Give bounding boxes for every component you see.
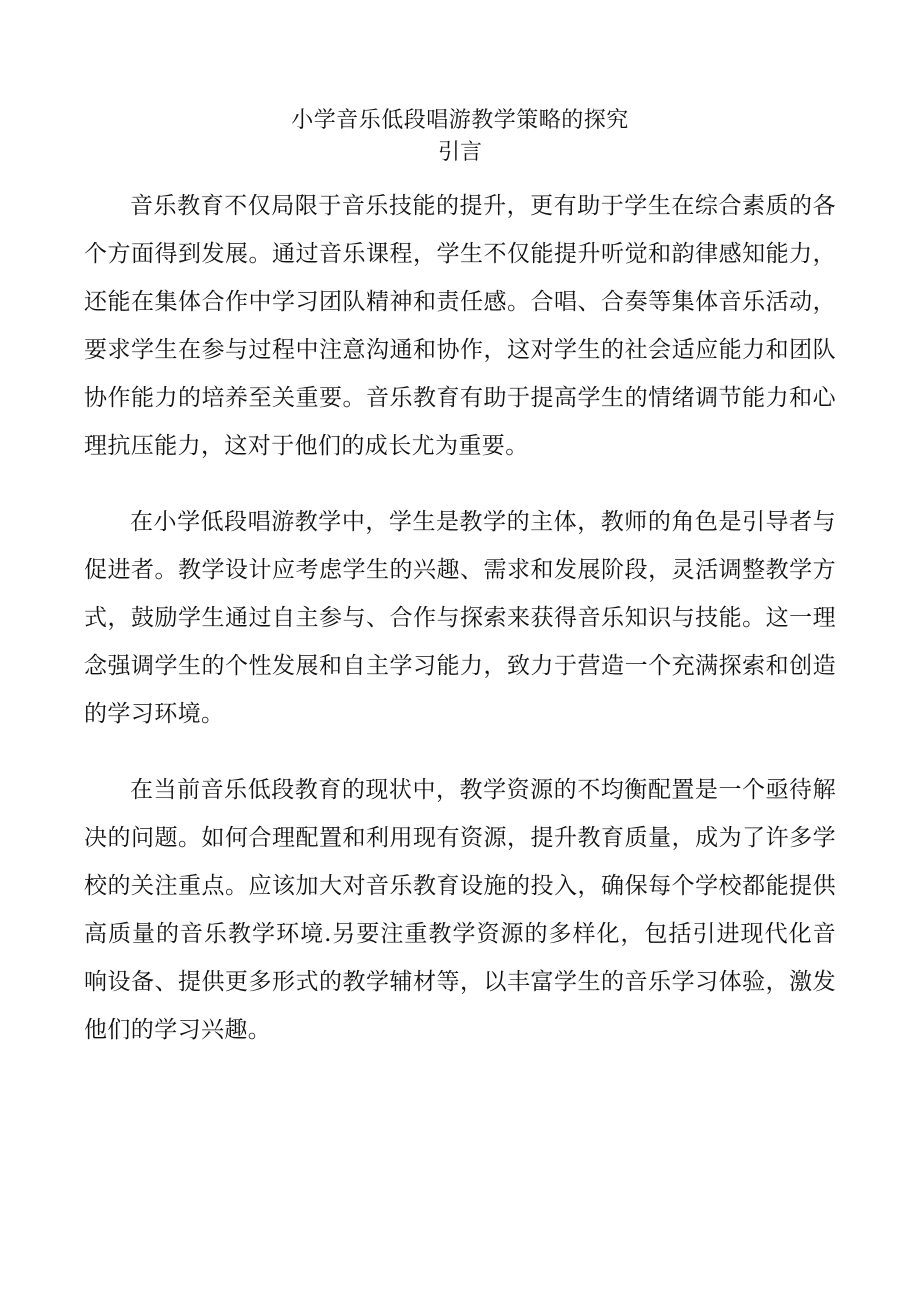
paragraph-2: 在小学低段唱游教学中，学生是教学的主体，教师的角色是引导者与促进者。教学设计应考虑学生的兴趣、需求和发展阶段，灵活调整教学方式，鼓励学生通过自主参与、合作与探索来获得音乐知识与技能。这一理念强调学生的个性发展和自主学习能力，致力于营造一个充满探索和创造的学习环境。 bbox=[84, 509, 836, 727]
paragraph-3: 在当前音乐低段教育的现状中，教学资源的不均衡配置是一个亟待解决的问题。如何合理配置和利用现有资源，提升教育质量，成为了许多学校的关注重点。应该加大对音乐教育设施的投入，确保每个学校都能提供高质量的音乐教学环境.另要注重教学资源的多样化，包括引进现代化音响设备、提供更多形式的教学辅材等，以丰富学生的音乐学习体验，激发他们的学习兴趣。 bbox=[84, 777, 836, 1043]
title-block bbox=[0, 104, 920, 168]
document-body bbox=[84, 182, 836, 1082]
paragraph-1: 音乐教育不仅局限于音乐技能的提升，更有助于学生在综合素质的各个方面得到发展。通过音乐课程，学生不仅能提升听觉和韵律感知能力，还能在集体合作中学习团队精神和责任感。合唱、合奏等集体音乐活动，要求学生在参与过程中注意沟通和协作，这对学生的社会适应能力和团队协作能力的培养至关重要。音乐教育有助于提高学生的情绪调节能力和心理抗压能力，这对于他们的成长尤为重要。 bbox=[84, 193, 836, 459]
section-heading: 引言 bbox=[437, 140, 482, 165]
document-title: 小学音乐低段唱游教学策略的探究 bbox=[291, 108, 629, 133]
